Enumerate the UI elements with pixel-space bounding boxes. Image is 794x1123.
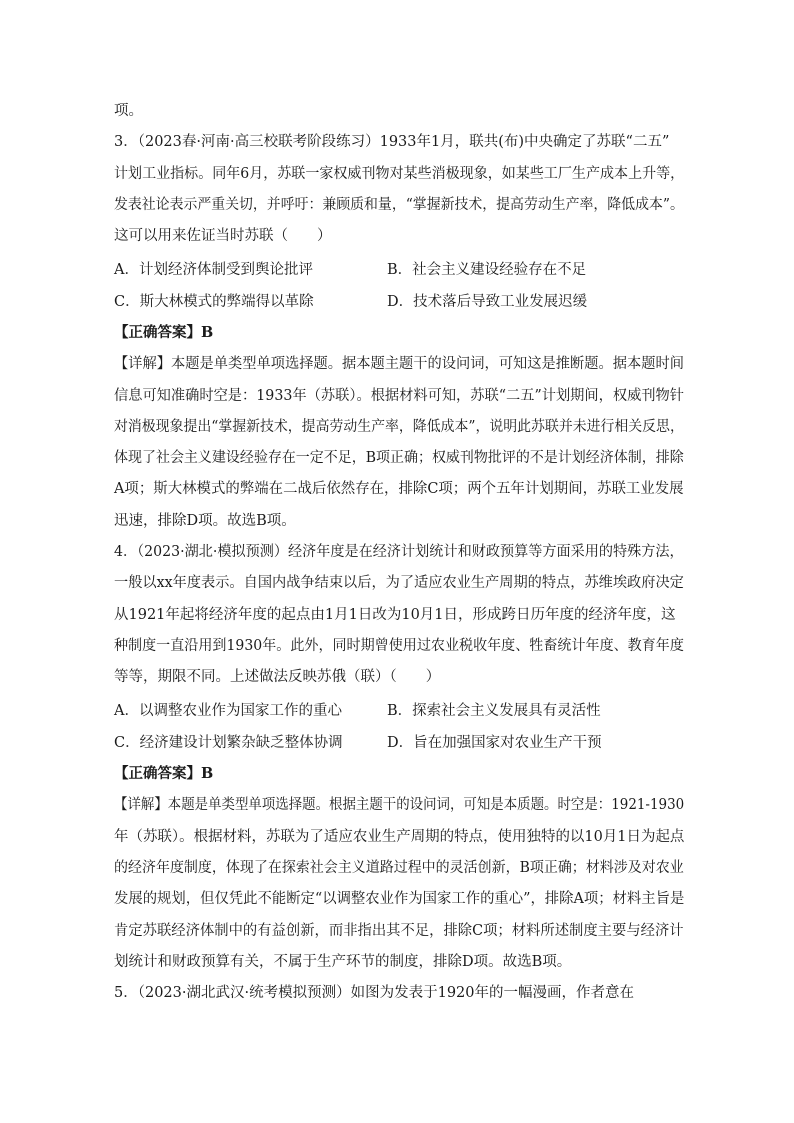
q3-option-d: D．技术落后导致工业发展迟缓 (387, 294, 588, 310)
q4-detail-line-1: 【详解】本题是单类型单项选择题。根据主题干的设问词，可知是本质题。时空是：1921-1930 (114, 797, 685, 813)
q4-stem-line-1: 4．（2023·湖北·模拟预测）经济年度是在经济计划统计和财政预算等方面采用的特殊方法， (114, 544, 684, 560)
q3-option-b: B．社会主义建设经验存在不足 (387, 262, 587, 278)
q4-detail-line-4: 发展的规划，但仅凭此不能断定“以调整农业作为国家工作的重心”，排除A项；材料主旨是 (114, 891, 685, 907)
q4-stem-line-4: 种制度一直沿用到1930年。此外，同时期曾使用过农业税收年度、牲畜统计年度、教育年度 (114, 638, 684, 654)
q3-detail-line-3: 对消极现象提出“掌握新技术，提高劳动生产率，降低成本”，说明此苏联并未进行相关反思， (114, 419, 684, 435)
q4-detail-line-5: 肯定苏联经济体制中的有益创新，而非指出其不足，排除C项；材料所述制度主要与经济计 (114, 923, 684, 939)
q4-option-c: C．经济建设计划繁杂缺乏整体协调 (114, 735, 343, 751)
q3-detail-line-6: 迅速，排除D项。故选B项。 (114, 513, 296, 529)
previous-question-fragment: 项。 (114, 103, 143, 119)
q4-stem-line-5: 等等，期限不同。上述做法反映苏俄（联）（ ） (114, 669, 441, 685)
q3-answer: 【正确答案】B (114, 324, 214, 341)
q4-option-a: A．以调整农业作为国家工作的重心 (114, 703, 342, 719)
q4-option-d: D．旨在加强国家对农业生产干预 (387, 735, 602, 751)
q5-stem-line-1: 5．（2023·湖北武汉·统考模拟预测）如图为发表于1920年的一幅漫画，作者意在 (114, 985, 634, 1001)
q3-detail-line-4: 体现了社会主义建设经验存在一定不足，B项正确；权威刊物批评的不是计划经济体制，排除 (114, 450, 684, 466)
q4-answer: 【正确答案】B (114, 765, 214, 782)
q4-detail-line-6: 划统计和财政预算有关，不属于生产环节的制度，排除D项。故选B项。 (114, 954, 572, 970)
q3-option-c: C．斯大林模式的弊端得以革除 (114, 294, 314, 310)
q3-stem-line-1: 3．（2023春·河南·高三校联考阶段练习）1933年1月，联共(布)中央确定了苏联“二五” (114, 134, 670, 150)
q3-detail-line-2: 信息可知准确时空是：1933年（苏联）。根据材料可知，苏联“二五”计划期间，权威刊物针 (114, 388, 685, 404)
q3-option-a: A．计划经济体制受到舆论批评 (114, 262, 313, 278)
q3-detail-line-5: A项；斯大林模式的弊端在二战后依然存在，排除C项；两个五年计划期间，苏联工业发展 (114, 481, 684, 497)
q4-detail-line-3: 的经济年度制度，体现了在探索社会主义道路过程中的灵活创新，B项正确；材料涉及对农业 (114, 860, 684, 876)
q4-detail-line-2: 年（苏联）。根据材料，苏联为了适应农业生产周期的特点，使用独特的以10月1日为起点 (114, 829, 685, 845)
q3-detail-line-1: 【详解】本题是单类型单项选择题。据本题主题干的设问词，可知这是推断题。据本题时间 (114, 356, 685, 372)
q4-option-b: B．探索社会主义发展具有灵活性 (387, 703, 601, 719)
q3-stem-line-2: 计划工业指标。同年6月，苏联一家权威刊物对某些消极现象，如某些工厂生产成本上升等， (114, 166, 685, 182)
q3-stem-line-4: 这可以用来佐证当时苏联（ ） (114, 228, 332, 244)
q4-stem-line-2: 一般以xx年度表示。自国内战争结束以后，为了适应农业生产周期的特点，苏维埃政府决定 (114, 575, 684, 591)
q3-stem-line-3: 发表社论表示严重关切，并呼吁：兼顾质和量，“掌握新技术，提高劳动生产率，降低成本”。 (114, 197, 684, 213)
q4-stem-line-3: 从1921年起将经济年度的起点由1月1日改为10月1日，形成跨日历年度的经济年度，这 (114, 607, 676, 623)
